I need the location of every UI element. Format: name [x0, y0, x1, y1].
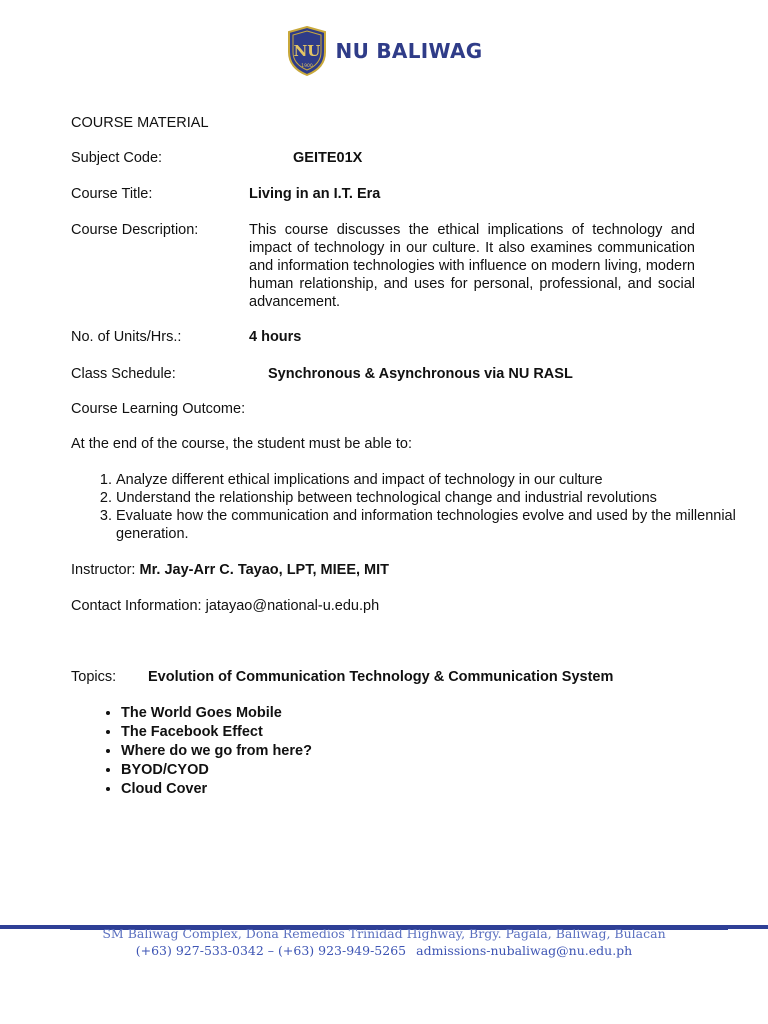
topics-title: Evolution of Communication Technology & Communication System [148, 669, 614, 685]
contact-line [71, 597, 379, 615]
list-item: • Cloud Cover [121, 780, 312, 799]
list-item: • BYOD/CYOD [121, 761, 312, 780]
course-title: Living in an I.T. Era [249, 186, 381, 202]
outcomes-list [71, 471, 746, 543]
list-item: • The World Goes Mobile [121, 704, 312, 723]
units-value: 4 hours [249, 329, 302, 345]
instructor-label: Instructor: [71, 562, 136, 578]
list-item: 3. Evaluate how the communication and information technologies evolve and used by the millennial generation. [116, 507, 746, 543]
course-description-label: Course Description: [71, 222, 199, 238]
footer-address: SM Baliwag Complex, Dona Remedios Trinidad Highway, Brgy. Pagala, Baliwag, Bulacan [102, 926, 666, 941]
footer-contact [0, 943, 768, 959]
instructor-line [71, 561, 389, 579]
svg-text:1900: 1900 [300, 64, 313, 69]
list-item: 1. Analyze different ethical implications and impact of technology in our culture [116, 471, 746, 489]
brand-name: NU BALIWAG [335, 39, 483, 63]
outcome-intro: At the end of the course, the student must be able to: [71, 436, 412, 452]
course-description: This course discusses the ethical implications of technology and impact of technology in our culture. It also examines communication and information technologies with influence on modern living, modern human relationship, and uses for personal, professional, and social advancement. [249, 222, 695, 310]
subject-code: GEITE01X [293, 150, 363, 166]
doc-heading: COURSE MATERIAL [71, 115, 209, 131]
nu-crest-logo [286, 26, 328, 76]
schedule-value: Synchronous & Asynchronous via NU RASL [268, 366, 573, 382]
units-label: No. of Units/Hrs.: [71, 329, 182, 345]
topics-label: Topics: [71, 669, 117, 685]
outcome-label: Course Learning Outcome: [71, 401, 246, 417]
footer-phones: (+63) 927-533-0342 – (+63) 923-949-5265 [135, 943, 407, 958]
topics-list [71, 704, 312, 799]
course-title-label: Course Title: [71, 186, 153, 202]
footer-email[interactable]: admissions-nubaliwag@nu.edu.ph [416, 943, 633, 958]
schedule-label: Class Schedule: [71, 366, 176, 382]
svg-text:NU: NU [293, 42, 320, 60]
contact-email[interactable]: jatayao@national-u.edu.ph [205, 598, 380, 614]
subject-code-label: Subject Code: [71, 150, 163, 166]
instructor-name: Mr. Jay-Arr C. Tayao, LPT, MIEE, MIT [139, 562, 390, 578]
list-item: • The Facebook Effect [121, 723, 312, 742]
contact-label: Contact Information: [71, 598, 202, 614]
list-item: • Where do we go from here? [121, 742, 312, 761]
letterhead [0, 26, 768, 76]
list-item: 2. Understand the relationship between technological change and industrial revolutions [116, 489, 746, 507]
